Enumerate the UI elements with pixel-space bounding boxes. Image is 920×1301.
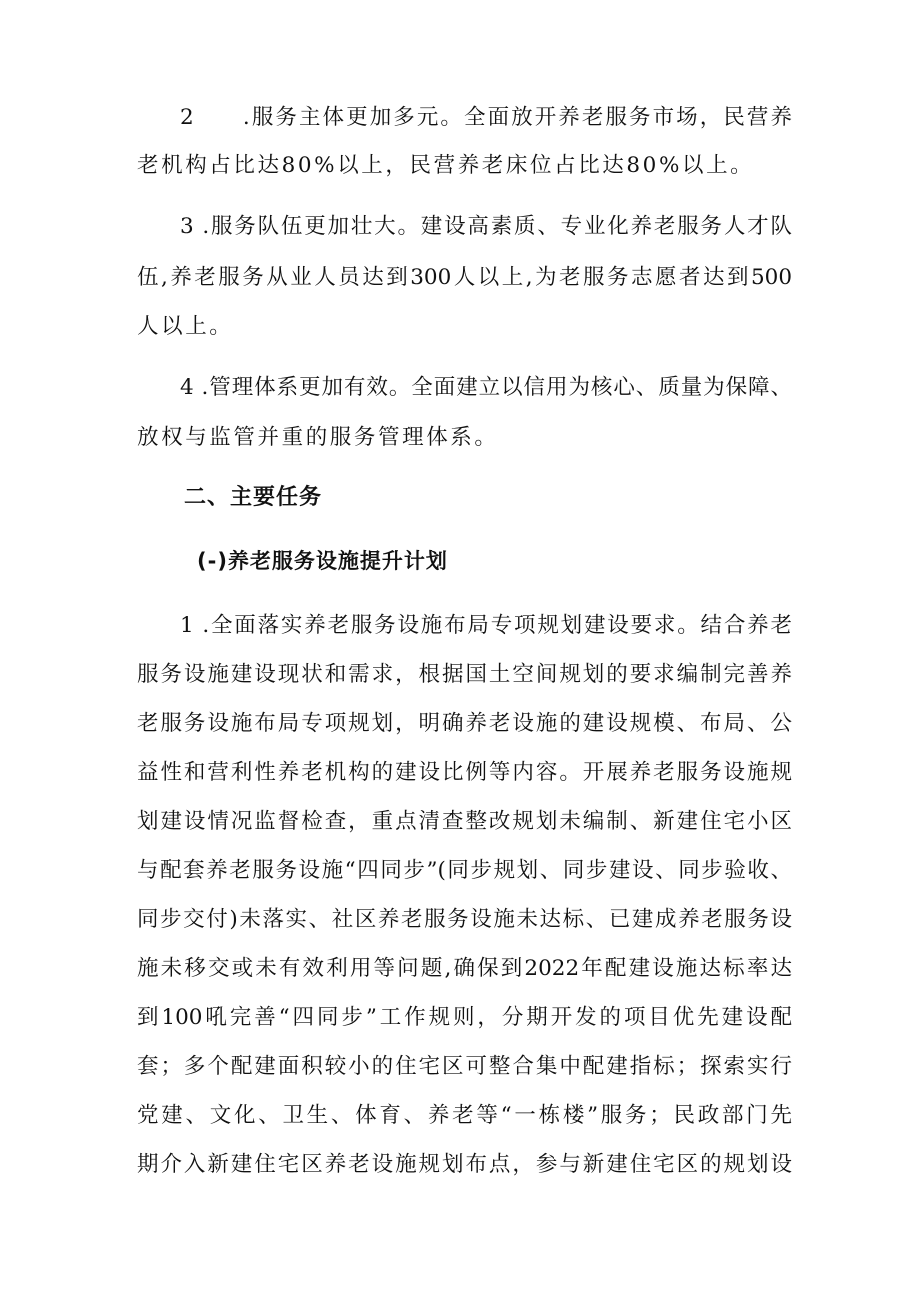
goal-4-line-2: 放权与监管并重的服务管理体系。: [137, 425, 499, 450]
subsection-heading: (-)养老服务设施提升计划: [197, 549, 448, 573]
goal-3-line-2: 伍,养老服务从业人员达到300人以上,为老服务志愿者达到500: [137, 265, 792, 290]
task-line-3: 老服务设施布局专项规划，明确养老设施的建设规模、布局、公: [137, 711, 792, 736]
task-line-5: 划建设情况监督检查，重点清查整改规划未编制、新建住宅小区: [137, 809, 792, 834]
task-line-6: 与配套养老服务设施“四同步”(同步规划、同步建设、同步验收、: [137, 858, 792, 883]
section-heading: 二、主要任务: [184, 485, 323, 510]
task-line-9: 到100吼完善“四同步”工作规则，分期开发的项目优先建设配: [137, 1005, 792, 1030]
task-line-1: 1 .全面落实养老服务设施布局专项规划建设要求。结合养老: [180, 613, 792, 638]
task-line-11: 党建、文化、卫生、体育、养老等“一栋楼”服务；民政部门先: [137, 1103, 792, 1128]
task-line-2: 服务设施建设现状和需求，根据国土空间规划的要求编制完善养: [137, 662, 792, 687]
goal-3-line-1: 3 .服务队伍更加壮大。建设高素质、专业化养老服务人才队: [180, 214, 792, 239]
task-line-10: 套；多个配建面积较小的住宅区可整合集中配建指标；探索实行: [137, 1054, 792, 1079]
task-line-7: 同步交付)未落实、社区养老服务设施未达标、已建成养老服务设: [137, 907, 792, 932]
goal-2-line-1: 2 .服务主体更加多元。全面放开养老服务市场，民营养: [180, 105, 792, 130]
task-line-8: 施未移交或未有效利用等问题,确保到2022年配建设施达标率达: [137, 956, 792, 981]
goal-3-line-3: 人以上。: [137, 314, 234, 339]
goal-2-line-2: 老机构占比达80%以上，民营养老床位占比达80%以上。: [137, 153, 755, 178]
task-line-12: 期介入新建住宅区养老设施规划布点，参与新建住宅区的规划设: [137, 1152, 792, 1177]
goal-4-line-1: 4 .管理体系更加有效。全面建立以信用为核心、质量为保障、: [180, 375, 792, 400]
task-line-4: 益性和营利性养老机构的建设比例等内容。开展养老服务设施规: [137, 760, 792, 785]
